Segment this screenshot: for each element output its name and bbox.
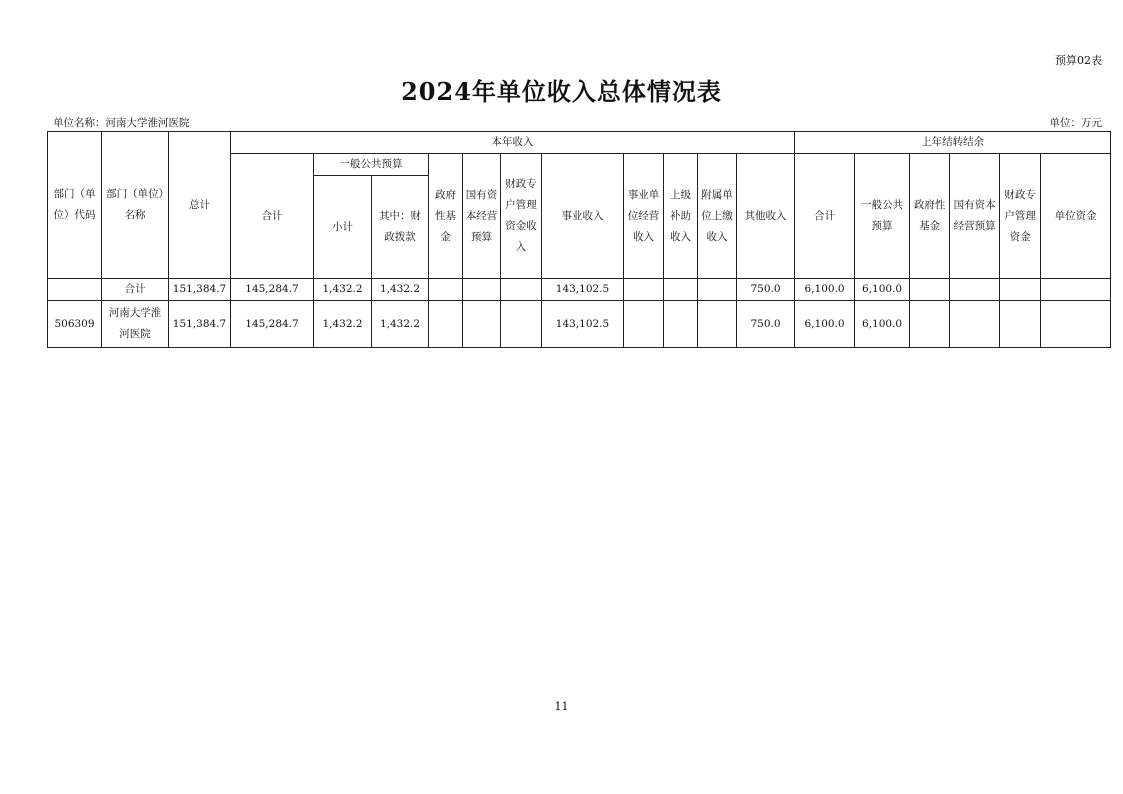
cell-business-income: 143,102.5 bbox=[542, 279, 624, 301]
cell-carry-state-capital bbox=[950, 301, 1000, 348]
header-carry-fiscal-special: 财政专户管理资金 bbox=[1000, 154, 1041, 279]
cell-carry-fiscal-special bbox=[1000, 279, 1041, 301]
cell-fiscal-special bbox=[501, 279, 542, 301]
header-carry-total: 合计 bbox=[795, 154, 855, 279]
cell-subtotal: 145,284.7 bbox=[231, 279, 314, 301]
header-fiscal-special: 财政专户管理资金收入 bbox=[501, 154, 542, 279]
header-fiscal-appropriation: 其中：财政拨款 bbox=[372, 176, 429, 279]
header-state-capital: 国有资本经营预算 bbox=[463, 154, 501, 279]
page-number: 11 bbox=[554, 700, 569, 713]
cell-code bbox=[48, 279, 102, 301]
cell-total: 151,384.7 bbox=[169, 279, 231, 301]
page-title: 2024年单位收入总体情况表 bbox=[401, 77, 722, 106]
cell-carry-fiscal-special bbox=[1000, 301, 1041, 348]
header-dept-code: 部门（单位）代码 bbox=[48, 132, 102, 279]
cell-total: 151,384.7 bbox=[169, 301, 231, 348]
cell-xiaoji: 1,432.2 bbox=[314, 301, 372, 348]
cell-fiscal-special bbox=[501, 301, 542, 348]
income-table bbox=[47, 131, 1111, 348]
cell-carry-general: 6,100.0 bbox=[855, 301, 910, 348]
header-current-year-income: 本年收入 bbox=[231, 132, 795, 154]
cell-fiscal-appropriation: 1,432.2 bbox=[372, 279, 429, 301]
cell-subtotal: 145,284.7 bbox=[231, 301, 314, 348]
header-superior-subsidy: 上级补助收入 bbox=[664, 154, 698, 279]
cell-carry-gov-fund bbox=[910, 279, 950, 301]
header-carry-general: 一般公共预算 bbox=[855, 154, 910, 279]
cell-gov-fund bbox=[429, 279, 463, 301]
cell-code: 506309 bbox=[48, 301, 102, 348]
cell-other-income: 750.0 bbox=[737, 279, 795, 301]
cell-carry-general: 6,100.0 bbox=[855, 279, 910, 301]
cell-affiliated-unit bbox=[698, 279, 737, 301]
table-row bbox=[48, 301, 1111, 348]
cell-state-capital bbox=[463, 279, 501, 301]
header-business-unit-operation: 事业单位经营收入 bbox=[624, 154, 664, 279]
cell-superior-subsidy bbox=[664, 279, 698, 301]
cell-carry-unit-funds bbox=[1041, 279, 1111, 301]
header-prior-year-carryover: 上年结转结余 bbox=[795, 132, 1111, 154]
unit-label: 单位：万元 bbox=[1049, 117, 1102, 129]
header-dept-name: 部门（单位）名称 bbox=[102, 132, 169, 279]
cell-name: 河南大学淮河医院 bbox=[102, 301, 169, 348]
cell-other-income: 750.0 bbox=[737, 301, 795, 348]
form-number: 预算02表 bbox=[1055, 54, 1102, 67]
cell-carry-total: 6,100.0 bbox=[795, 279, 855, 301]
header-other-income: 其他收入 bbox=[737, 154, 795, 279]
cell-superior-subsidy bbox=[664, 301, 698, 348]
cell-name: 合计 bbox=[102, 279, 169, 301]
cell-business-unit-operation bbox=[624, 279, 664, 301]
cell-business-income: 143,102.5 bbox=[542, 301, 624, 348]
cell-carry-unit-funds bbox=[1041, 301, 1111, 348]
header-affiliated-unit: 附属单位上缴收入 bbox=[698, 154, 737, 279]
cell-carry-total: 6,100.0 bbox=[795, 301, 855, 348]
cell-xiaoji: 1,432.2 bbox=[314, 279, 372, 301]
cell-carry-gov-fund bbox=[910, 301, 950, 348]
unit-name-label: 单位名称：河南大学淮河医院 bbox=[53, 117, 190, 129]
header-carry-gov-fund: 政府性基金 bbox=[910, 154, 950, 279]
header-xiaoji: 小计 bbox=[314, 176, 372, 279]
header-business-income: 事业收入 bbox=[542, 154, 624, 279]
cell-fiscal-appropriation: 1,432.2 bbox=[372, 301, 429, 348]
header-general-budget: 一般公共预算 bbox=[314, 154, 429, 176]
header-subtotal: 合计 bbox=[231, 154, 314, 279]
cell-carry-state-capital bbox=[950, 279, 1000, 301]
header-carry-unit-funds: 单位资金 bbox=[1041, 154, 1111, 279]
cell-state-capital bbox=[463, 301, 501, 348]
table-row bbox=[48, 279, 1111, 301]
header-carry-state-capital: 国有资本经营预算 bbox=[950, 154, 1000, 279]
cell-business-unit-operation bbox=[624, 301, 664, 348]
cell-gov-fund bbox=[429, 301, 463, 348]
header-total: 总计 bbox=[169, 132, 231, 279]
cell-affiliated-unit bbox=[698, 301, 737, 348]
header-gov-fund: 政府性基金 bbox=[429, 154, 463, 279]
